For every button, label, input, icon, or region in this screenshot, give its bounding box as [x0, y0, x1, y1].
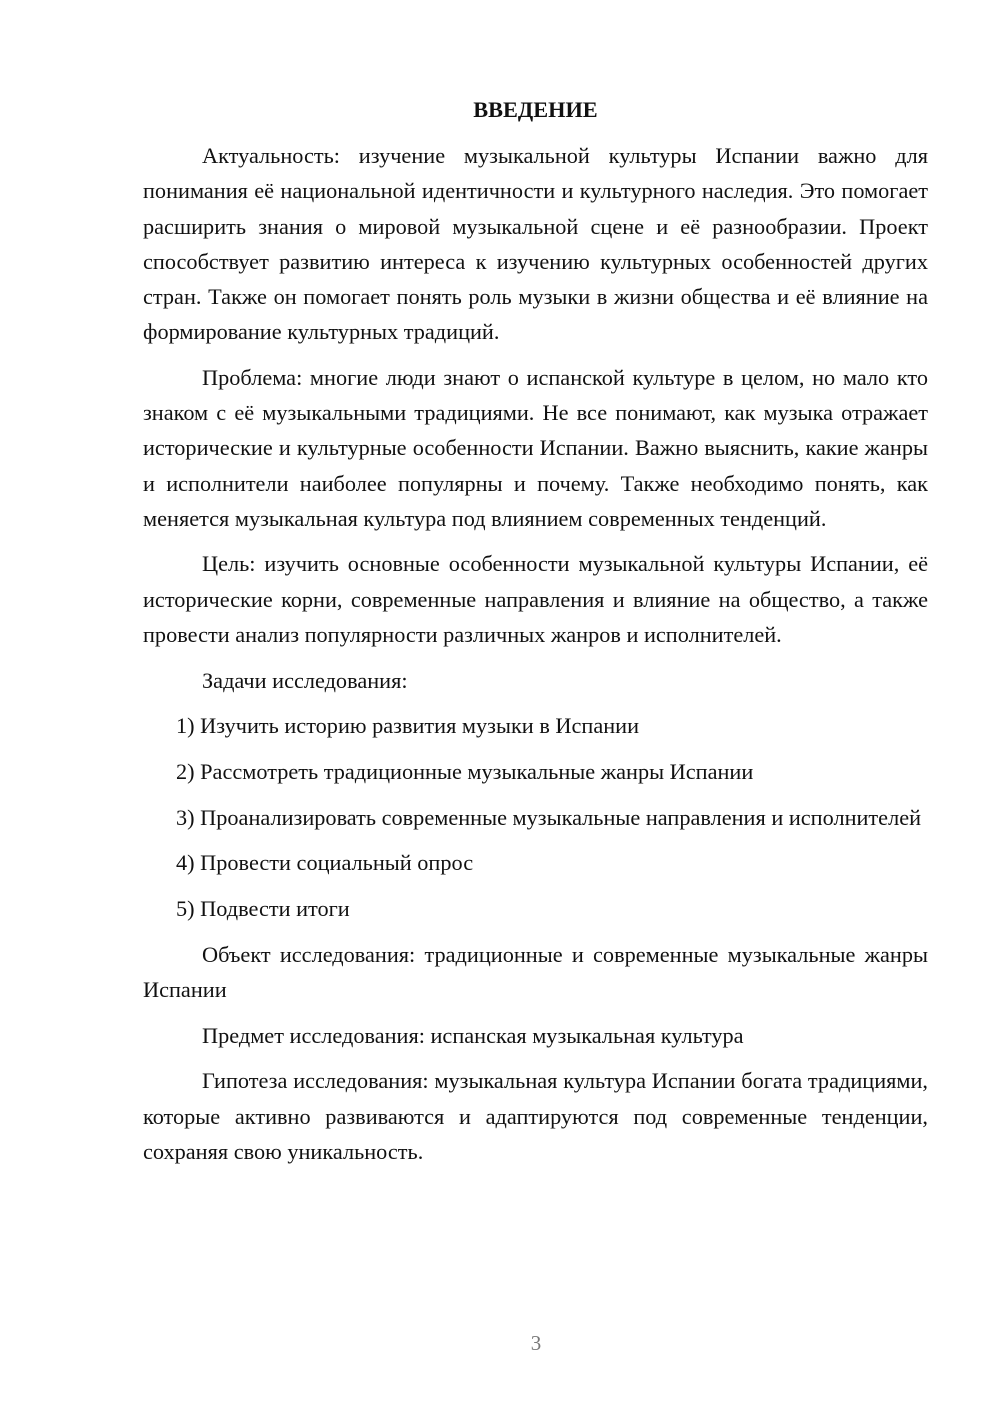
paragraph-subject: Предмет исследования: испанская музыкальная культура	[202, 1022, 744, 1048]
paragraph-tasks-heading: Задачи исследования:	[202, 667, 408, 693]
task-item: 5) Подвести итоги	[176, 896, 350, 922]
paragraph-object: Объект исследования: традиционные и современные музыкальные жанры Испании	[143, 941, 928, 1002]
paragraph-hypothesis: Гипотеза исследования: музыкальная культура Испании богата традициями, которые активно развиваются и адаптируются под современные тенденции, сохраняя свою уникальность.	[143, 1068, 928, 1164]
task-item: 3) Проанализировать современные музыкальные направления и исполнителей	[176, 804, 922, 830]
paragraph-goal: Цель: изучить основные особенности музыкальной культуры Испании, её исторические корни, современные направления и влияние на общество, а также провести анализ популярности различных жанров и исполнителей.	[143, 551, 928, 647]
document-body	[143, 92, 928, 1179]
section-title: ВВЕДЕНИЕ	[473, 97, 598, 122]
paragraph-problem: Проблема: многие люди знают о испанской культуре в целом, но мало кто знаком с её музыкальными традициями. Не все понимают, как музыка отражает исторические и культурные особенности Испании. Важно выяснить, какие жанры и исполнители наиболее популярны и почему. Также необходимо понять, как меняется музыкальная культура под влиянием современных тенденций.	[143, 364, 928, 531]
task-item: 1) Изучить историю развития музыки в Испании	[176, 713, 640, 739]
task-item: 4) Провести социальный опрос	[176, 850, 474, 876]
paragraph-relevance: Актуальность: изучение музыкальной культуры Испании важно для понимания её национальной идентичности и культурного наследия. Это помогает расширить знания о мировой музыкальной сцене и её разнообразии. Проект способствует развитию интереса к изучению культурных особенностей других стран. Также он помогает понять роль музыки в жизни общества и её влияние на формирование культурных традиций.	[143, 143, 928, 345]
page-number: 3	[530, 1331, 542, 1355]
task-item: 2) Рассмотреть традиционные музыкальные жанры Испании	[176, 758, 754, 784]
